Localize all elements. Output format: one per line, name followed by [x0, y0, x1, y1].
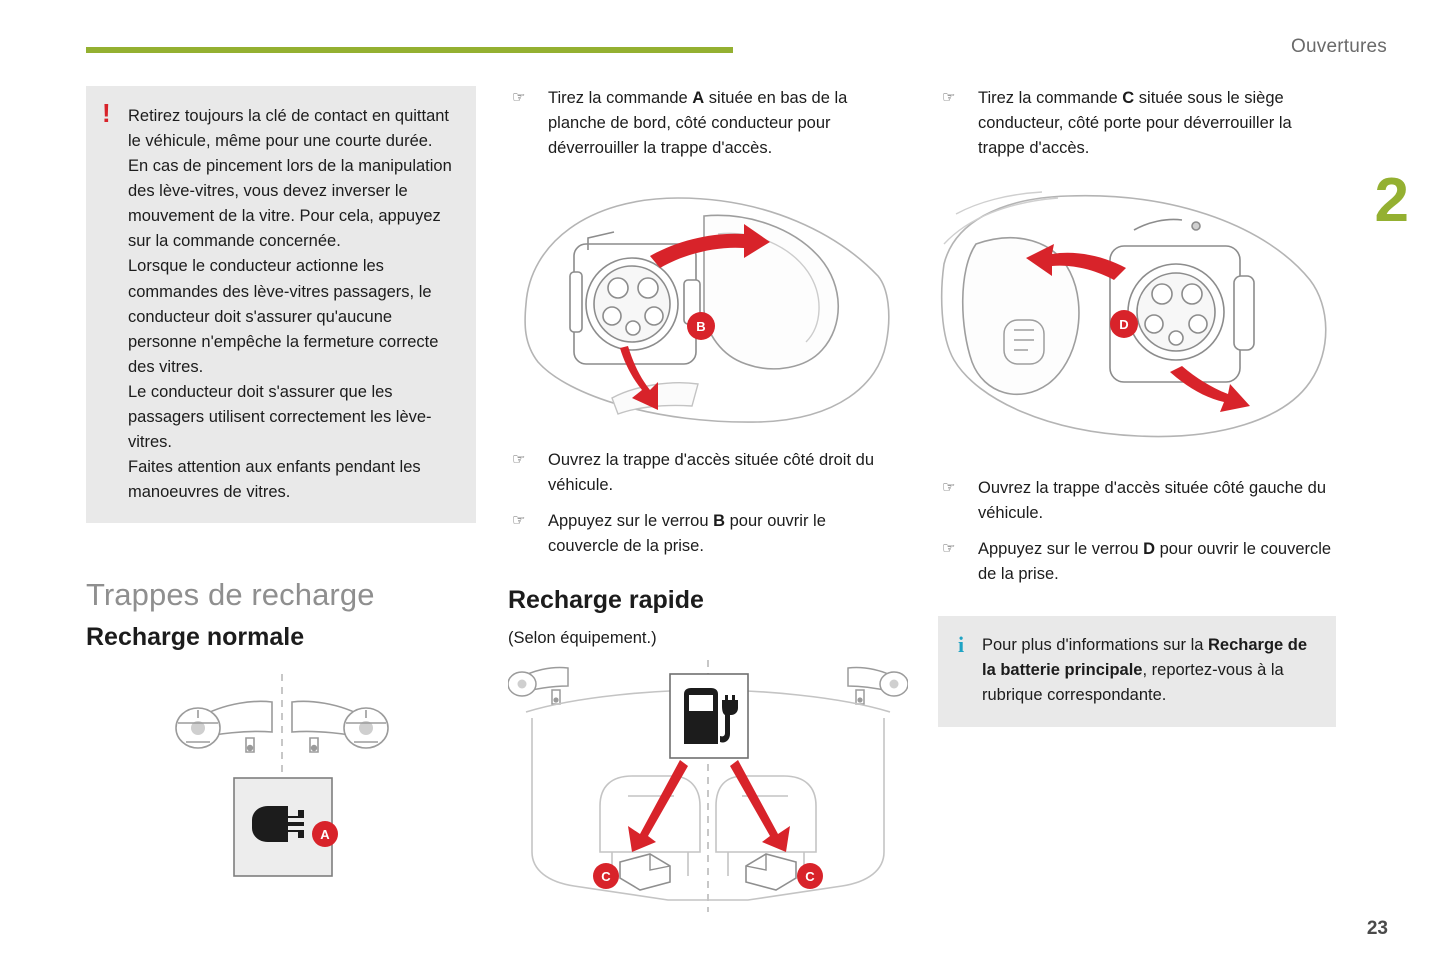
warning-text: Retirez toujours la clé de contact en quittant le véhicule, même pour une courte durée. En cas de pincement lors de la manipulation des lève-vitres, vous devez inverser le mouvement de la vitre. Pour cela, appuyez sur la commande concernée. Lorsque le conducteur actionne les commandes des lève-vitres passagers, le conducteur doit s'assurer qu'aucune personne n'empêche la fermeture correcte des vitres. Le conducteur doit s'assurer que les passagers utilisent correctement les lève-vitres. Faites attention aux enfants pendant les manoeuvres de vitres. — [128, 107, 452, 502]
warning-icon: ! — [102, 98, 111, 128]
steps-list-rapid-top — [938, 86, 1336, 160]
svg-text:D: D — [1119, 317, 1129, 333]
hand-pointer-icon: ☞ — [512, 89, 526, 106]
figure-normal-charge-socket — [508, 184, 898, 434]
warning-box — [86, 86, 476, 523]
hand-pointer-icon: ☞ — [942, 539, 956, 557]
figure-rapid-charge-socket — [938, 184, 1336, 464]
header-accent-rule — [86, 47, 733, 53]
step-text: Appuyez sur le verrou D pour ouvrir le couvercle de la prise. — [978, 539, 1332, 583]
step-text: Tirez la commande C située sous le siège conducteur, côté porte pour déverrouiller la trappe d'accès. — [978, 89, 1292, 157]
step-text: Tirez la commande A située en bas de la planche de bord, côté conducteur pour déverrouiller la trappe d'accès. — [548, 89, 848, 157]
info-text: Pour plus d'informations sur la Recharge de la batterie principale, reportez-vous à la rubrique correspondante. — [982, 636, 1308, 704]
svg-text:C: C — [805, 869, 815, 885]
list-item — [938, 86, 1336, 160]
header-section-title: Ouvertures — [1291, 36, 1387, 57]
step-text: Appuyez sur le verrou B pour ouvrir le couvercle de la prise. — [548, 511, 826, 555]
svg-text:A: A — [320, 827, 330, 843]
list-item — [508, 86, 898, 160]
figure-rapid-charge-flap-location — [508, 656, 898, 916]
subsection-title-rapid-charge: Recharge rapide — [508, 586, 704, 615]
section-title-charge-flaps: Trappes de recharge — [86, 577, 375, 613]
step-text: Ouvrez la trappe d'accès située côté droit du véhicule. — [548, 451, 874, 494]
list-item — [508, 448, 898, 498]
list-item — [508, 509, 898, 559]
figure-normal-charge-flap-location — [86, 666, 476, 886]
column-right — [938, 86, 1336, 727]
steps-list-normal-bottom — [508, 448, 898, 558]
chapter-number-tab: 2 — [1374, 166, 1409, 235]
svg-text:B: B — [696, 319, 706, 335]
info-icon: i — [958, 632, 965, 658]
steps-list-normal-top — [508, 86, 898, 160]
list-item — [938, 476, 1336, 526]
equipment-note: (Selon équipement.) — [508, 629, 657, 648]
hand-pointer-icon: ☞ — [942, 479, 956, 497]
column-left — [86, 86, 476, 886]
hand-pointer-icon: ☞ — [512, 511, 526, 529]
page-number: 23 — [1366, 918, 1388, 939]
steps-list-rapid-bottom — [938, 476, 1336, 586]
svg-text:C: C — [601, 869, 611, 885]
subsection-title-normal-charge: Recharge normale — [86, 623, 305, 652]
step-text: Ouvrez la trappe d'accès située côté gauche du véhicule. — [978, 479, 1327, 522]
hand-pointer-icon: ☞ — [942, 89, 956, 106]
rapid-charge-socket-diagram — [938, 184, 1336, 464]
info-box — [938, 616, 1336, 726]
rapid-charge-diagram — [508, 656, 908, 916]
column-middle — [508, 86, 898, 916]
hand-pointer-icon: ☞ — [512, 451, 526, 469]
list-item — [938, 537, 1336, 587]
normal-charge-socket-diagram — [508, 184, 898, 434]
normal-charge-diagram — [86, 666, 416, 886]
